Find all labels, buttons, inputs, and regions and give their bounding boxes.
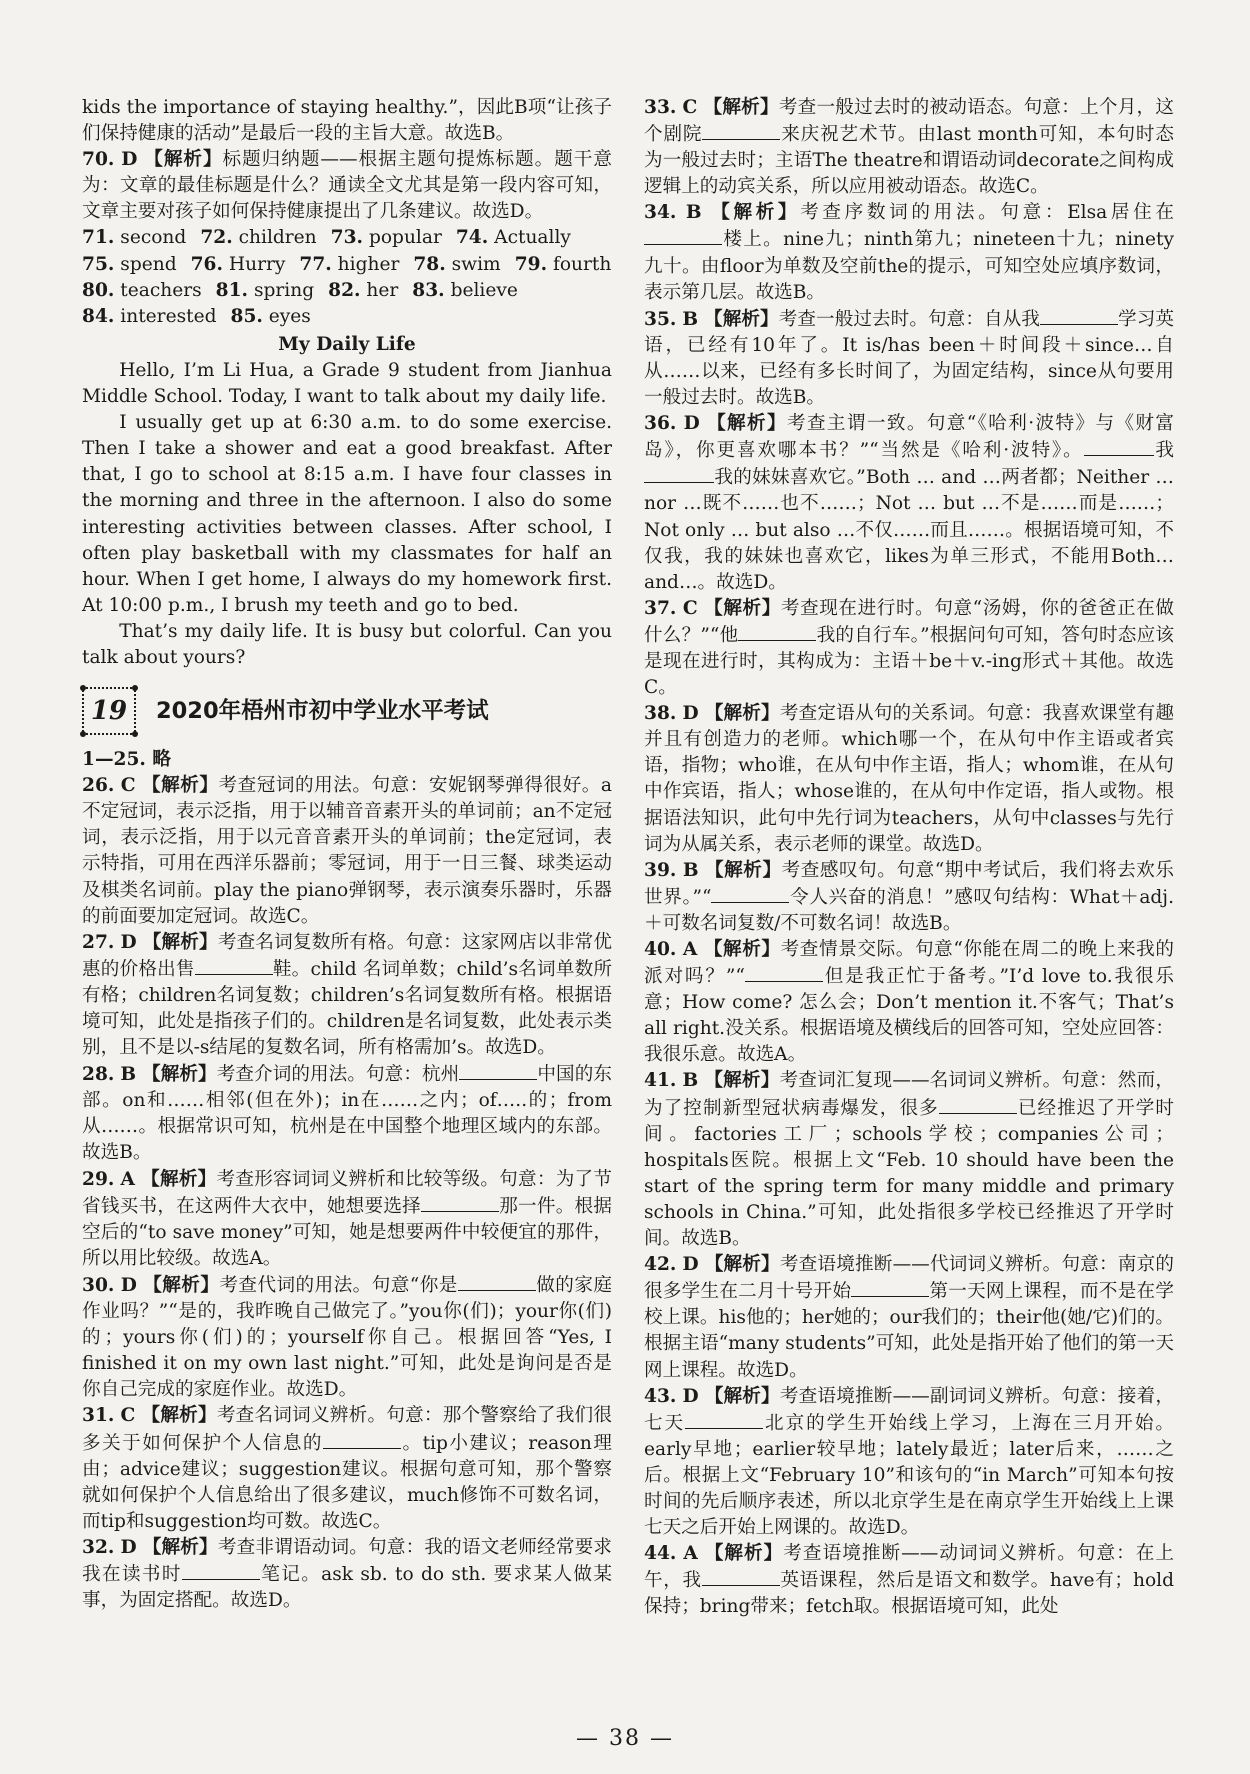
answer-blank xyxy=(458,1272,536,1291)
paragraph-intro: kids the importance of staying healthy.”，因此B项“让孩子们保持健康的活动”是最后一段的主旨大意。故选B。 xyxy=(82,97,612,145)
answer-blank xyxy=(1040,306,1118,325)
question-31: 31. C 【解析】考查名词词义辨析。句意：那个警察给了我们很多关于如何保护个人信息的 。tip小建议；reason理由；advice建议；suggestion建议。根据句意可知，那个警察就如何保护个人信息给出了很多建议，much修饰不可数名词，而tip和suggestion均可数。故选C。 xyxy=(82,1405,612,1532)
vocab-line-3: 80. teachers 81. spring 82. her 83. believe xyxy=(82,279,518,301)
question-33: 33. C 【解析】考查一般过去时的被动语态。句意：上个月，这个剧院 来庆祝艺术节。由last month可知，本句时态为一般过去时；主语The theatre和谓语动词decorate之间构成逻辑上的动宾关系，所以应用被动语态。故选C。 xyxy=(644,97,1174,198)
section-header xyxy=(82,689,612,733)
question-41: 41. B 【解析】考查词汇复现——名词词义辨析。句意：然而，为了控制新型冠状病毒爆发，很多 已经推迟了开学时间。factories工厂；schools学校；companies公司；hospitals医院。根据上文“Feb. 10 should have been the start of the spring term for many middle and primary schools in China.”可知，此处指很多学校已经推迟了开学时间。故选B。 xyxy=(644,1070,1174,1250)
section-number-badge: 19 xyxy=(82,687,136,735)
question-37: 37. C 【解析】考查现在进行时。句意“汤姆，你的爸爸正在做什么？”“他 我的自行车。”根据问句可知，答句时态应该是现在进行时，其构成为：主语＋be＋v.-ing形式＋其他。故选C。 xyxy=(644,597,1174,699)
question-36: 36. D 【解析】考查主谓一致。句意“《哈利·波特》与《财富岛》，你更喜欢哪本书？”“当然是《哈利·波特》。 我我的妹妹喜欢它。”Both … and …两者都；Neither … nor …既不……也不……；Not … but …不是……而是……；Not only … but also …不仅……而且……。根据语境可知，不仅我，我的妹妹也喜欢它，likes为单三形式，不能用Both…and…。故选D。 xyxy=(644,413,1174,593)
question-26: 26. C 【解析】考查冠词的用法。句意：安妮钢琴弹得很好。a不定冠词，表示泛指，用于以辅音音素开头的单词前；an不定冠词，表示泛指，用于以元音音素开头的单词前；the定冠词，表示特指，可用在西洋乐器前；零冠词，用于一日三餐、球类运动及棋类名词前。play the piano弹钢琴，表示演奏乐器时，乐器的前面要加定冠词。故选C。 xyxy=(82,775,612,927)
question-42: 42. D 【解析】考查语境推断——代词词义辨析。句意：南京的很多学生在二月十号开始 第一天网上课程，而不是在学校上课。his他的；her她的；our我们的；their他(她/它)们的。根据主语“many students”可知，此处是指开始了他们的第一天网上课程。故选D。 xyxy=(644,1254,1174,1381)
vocab-line-4: 84. interested 85. eyes xyxy=(82,305,311,327)
answer-blank xyxy=(459,1061,537,1080)
question-34: 34. B 【解析】考查序数词的用法。句意：Elsa居住在楼上。nine九；ninth第九；nineteen十九；ninety九十。由floor为单数及空前the的提示，可知空处应填序数词，表示第几层。故选B。 xyxy=(644,202,1174,303)
question-28: 28. B 【解析】考查介词的用法。句意：杭州 中国的东部。on和……相邻(但在外)；in在……之内；of…..的；from从……。根据常识可知，杭州是在中国整个地理区域内的东部。故选B。 xyxy=(82,1061,612,1166)
question-39: 39. B 【解析】考查感叹句。句意“期中考试后，我们将去欢乐世界。”“ 令人兴奋的消息！”感叹句结构：What＋adj.＋可数名词复数/不可数名词！故选B。 xyxy=(644,859,1174,934)
answer-blank xyxy=(644,464,714,483)
vocab-answers xyxy=(82,225,612,329)
question-38: 38. D 【解析】考查定语从句的关系词。句意：我喜欢课堂有趣并且有创造力的老师。which哪一个，在从句中作主语或者宾语，指物；who谁，在从句中作主语，指人；whom谁，在从句中作宾语，指人；whose谁的，在从句中作定语，指人或物。根据语法知识，此句中先行词为teachers，从句中classes与先行词为从属关系，表示老师的课堂。故选D。 xyxy=(644,703,1174,855)
answer-blank xyxy=(738,622,816,641)
right-column xyxy=(644,95,1174,1620)
question-40: 40. A 【解析】考查情景交际。句意“你能在周二的晚上来我的派对吗？”“ 但是我正忙于备考。”I’d love to.我很乐意；How come? 怎么会；Don’t mention it.不客气；That’s all right.没关系。根据语境及横线后的回答可知，空处应回答：我很乐意。故选A。 xyxy=(644,939,1174,1066)
question-35: 35. B 【解析】考查一般过去时。句意：自从我 学习英语，已经有10年了。It is/has been＋时间段＋since…自从……以来，已经有多长时间了，为固定结构，since从句要用一般过去时。故选B。 xyxy=(644,306,1174,411)
answer-blank xyxy=(644,226,722,245)
left-column xyxy=(82,95,612,1614)
question-44: 44. A 【解析】考查语境推断——动词词义辨析。句意：在上午，我 英语课程，然后是语文和数学。have有；hold保持；bring带来；fetch取。根据语境可知，此处 xyxy=(644,1543,1174,1618)
answer-blank xyxy=(182,1561,260,1580)
essay-paragraph-1: Hello, I’m Li Hua, a Grade 9 student from Jianhua Middle School. Today, I want to talk about my daily life. xyxy=(82,359,612,408)
section-title: 2020年梧州市初中学业水平考试 xyxy=(156,698,489,725)
answer-blank xyxy=(685,1410,763,1429)
answer-blank xyxy=(323,1430,401,1449)
answer-blank xyxy=(745,963,823,982)
question-32: 32. D 【解析】考查非谓语动词。句意：我的语文老师经常要求我在读书时 笔记。ask sb. to do sth. 要求某人做某事，为固定搭配。故选D。 xyxy=(82,1536,612,1612)
answer-blank xyxy=(1084,437,1154,456)
question-70: 70. D 【解析】标题归纳题——根据主题句提炼标题。题干意为：文章的最佳标题是什么？通读全文尤其是第一段内容可知，文章主要对孩子如何保持健康提出了几条建议。故选D。 xyxy=(82,149,612,223)
essay-paragraph-2: I usually get up at 6:30 a.m. to do some exercise. Then I take a shower and eat a good breakfast. After that, I go to school at 8:15 a.m. I have four classes in the morning and three in the afternoon. I also do some interesting activities between classes. After school, I often play basketball with my classmates for half an hour. When I get home, I always do my homework first. At 10:00 p.m., I brush my teeth and go to bed. xyxy=(82,412,612,616)
page-number: — 38 — xyxy=(576,1726,674,1751)
answer-blank xyxy=(421,1193,499,1212)
question-27: 27. D 【解析】考查名词复数所有格。句意：这家网店以非常优惠的价格出售 鞋。child 名词单数；child’s名词单数所有格；children名词复数；children’s名词复数所有格。根据语境可知，此处是指孩子们的。children是名词复数，此处表示类别，且不是以-s结尾的复数名词，所有格需加’s。故选D。 xyxy=(82,931,612,1059)
answer-blank xyxy=(702,121,780,140)
skip-line: 1—25. 略 xyxy=(82,749,171,771)
vocab-line-1: 71. second 72. children 73. popular 74. Actually xyxy=(82,227,571,249)
answer-blank xyxy=(702,1567,780,1586)
answer-blank xyxy=(851,1278,929,1297)
vocab-line-2: 75. spend 76. Hurry 77. higher 78. swim 79. fourth xyxy=(82,253,612,275)
answer-blank xyxy=(711,884,789,903)
question-30: 30. D 【解析】考查代词的用法。句意“你是 做的家庭作业吗？”“是的，我昨晚自己做完了。”you你(们)；your你(们)的；yours你(们)的；yourself你自己。根据回答“Yes, I finished it on my own last night.”可知，此处是询问是否是你自己完成的家庭作业。故选D。 xyxy=(82,1272,612,1403)
essay-paragraph-3: That’s my daily life. It is busy but colorful. Can you talk about yours? xyxy=(82,620,612,668)
question-29: 29. A 【解析】考查形容词词义辨析和比较等级。句意：为了节省钱买书，在这两件大衣中，她想要选择 那一件。根据空后的“to save money”可知，她是想要两件中较便宜的那件，所以用比较级。故选A。 xyxy=(82,1168,612,1269)
answer-blank xyxy=(195,956,273,975)
answer-blank xyxy=(939,1095,1017,1114)
essay-title: My Daily Life xyxy=(278,333,416,355)
question-43: 43. D 【解析】考查语境推断——副词词义辨析。句意：接着，七天 北京的学生开始线上学习，上海在三月开始。early早地；earlier较早地；lately最近；later后来，……之后。根据上文“February 10”和该句的“in March”可知本句按时间的先后顺序表述，所以北京学生是在南京学生开始线上上课七天之后开始上网课的。故选D。 xyxy=(644,1385,1174,1539)
